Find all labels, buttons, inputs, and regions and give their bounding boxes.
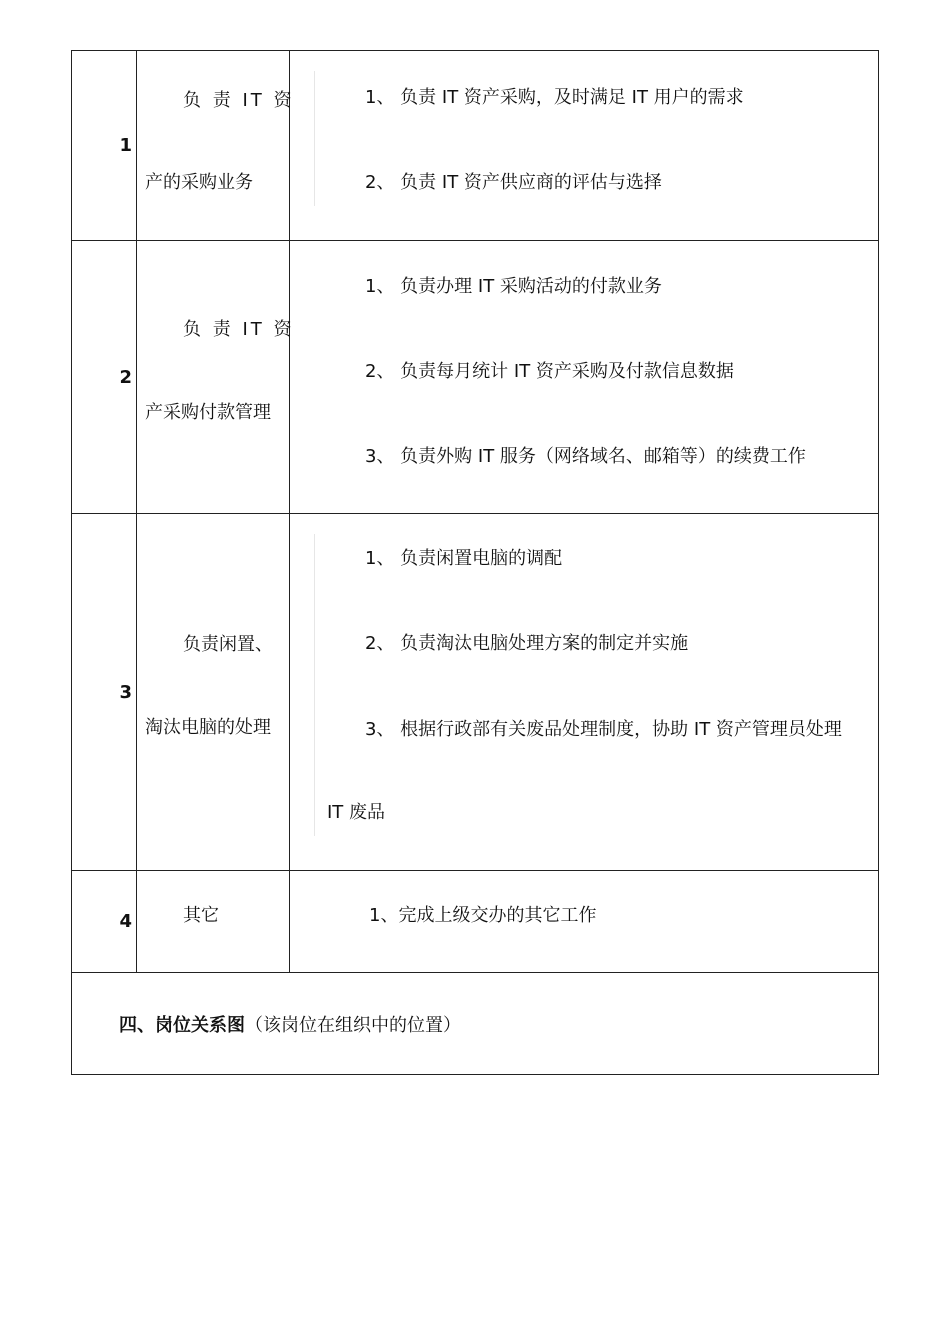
duty-items-cell xyxy=(290,241,879,514)
duty-item: 3、 负责外购 IT 服务（网络域名、邮箱等）的续费工作 xyxy=(365,446,806,467)
job-duties-table xyxy=(71,50,879,1075)
duty-title-line1: 负 责 IT 资 xyxy=(183,319,295,340)
row-number: 3 xyxy=(72,514,137,871)
duty-title-line2: 产采购付款管理 xyxy=(145,402,271,423)
duty-item: 1、 负责 IT 资产采购，及时满足 IT 用户的需求 xyxy=(365,87,744,108)
table-row xyxy=(72,514,879,871)
duty-item: 3、 根据行政部有关废品处理制度，协助 IT 资产管理员处理 xyxy=(365,719,842,740)
duty-item: IT 废品 xyxy=(327,802,386,823)
table-row xyxy=(72,973,879,1075)
duty-items-cell xyxy=(290,51,879,241)
table-row xyxy=(72,241,879,514)
duty-title-cell xyxy=(137,871,290,973)
section-heading xyxy=(72,973,879,1075)
duty-item: 1、 负责闲置电脑的调配 xyxy=(365,548,563,569)
table-row xyxy=(72,871,879,973)
row-number: 4 xyxy=(72,871,137,973)
duty-title-cell xyxy=(137,514,290,871)
duty-items-cell xyxy=(290,871,879,973)
section-title: 四、岗位关系图 xyxy=(119,1014,245,1036)
duty-item: 1、完成上级交办的其它工作 xyxy=(369,905,597,926)
table-row xyxy=(72,51,879,241)
duty-items-cell xyxy=(290,514,879,871)
divider xyxy=(314,534,315,836)
duty-title-line2: 淘汰电脑的处理 xyxy=(145,717,271,738)
row-number: 2 xyxy=(72,241,137,514)
divider xyxy=(314,71,315,206)
duty-title-cell xyxy=(137,51,295,241)
duty-title-cell xyxy=(137,241,295,514)
section-note: （该岗位在组织中的位置） xyxy=(245,1014,461,1036)
duty-item: 1、 负责办理 IT 采购活动的付款业务 xyxy=(365,276,662,297)
duty-item: 2、 负责淘汰电脑处理方案的制定并实施 xyxy=(365,633,689,654)
duty-title-line1: 其它 xyxy=(183,905,219,926)
duty-item: 2、 负责每月统计 IT 资产采购及付款信息数据 xyxy=(365,361,734,382)
duty-title-line1: 负责闲置、 xyxy=(183,634,273,655)
duty-title-line2: 产的采购业务 xyxy=(145,172,253,193)
row-number: 1 xyxy=(72,51,137,241)
duty-title-line1: 负 责 IT 资 xyxy=(183,90,295,111)
duty-item: 2、 负责 IT 资产供应商的评估与选择 xyxy=(365,172,662,193)
